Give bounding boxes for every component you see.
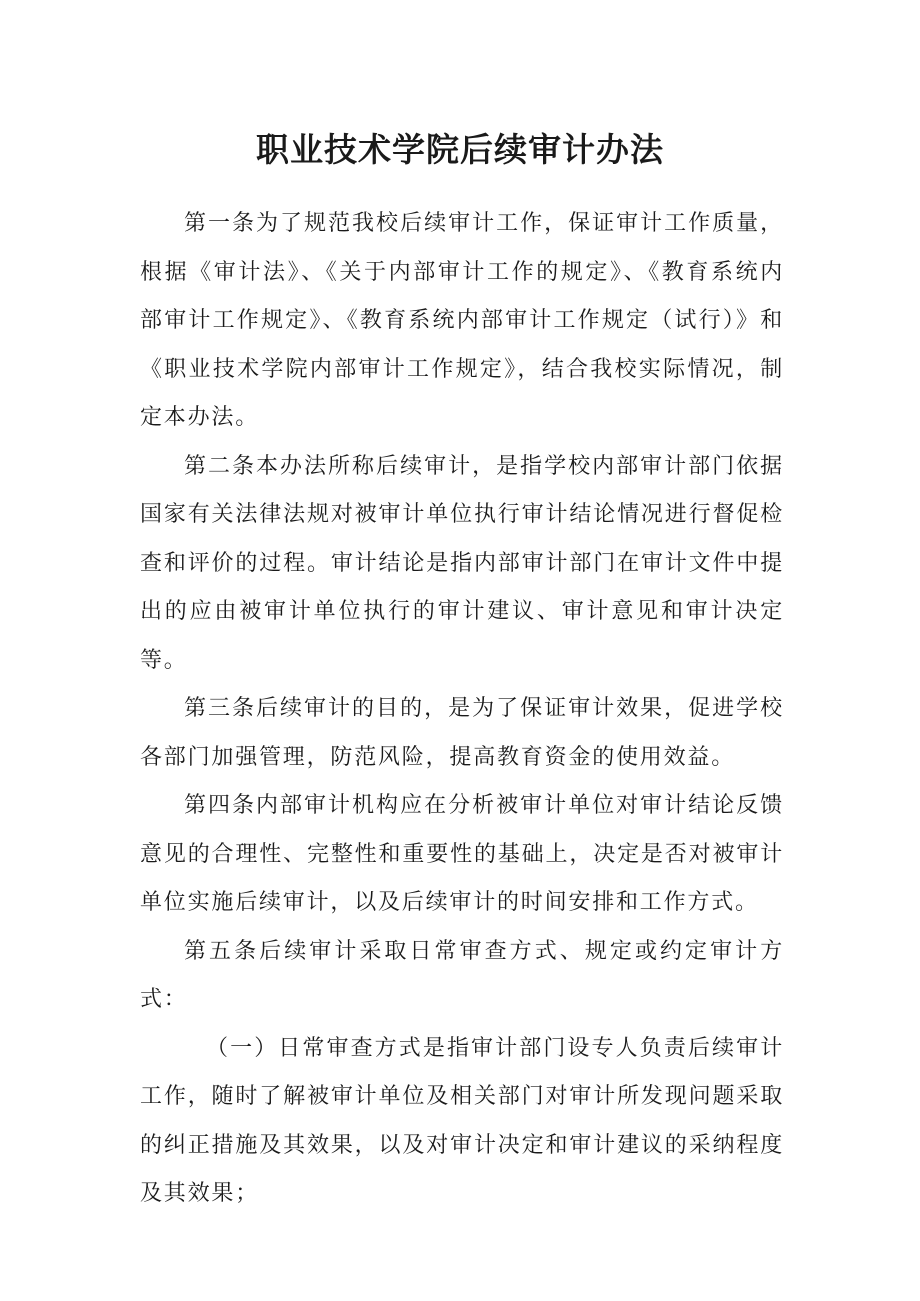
document-title: 职业技术学院后续审计办法 — [256, 130, 664, 169]
article-1-paragraph: 第一条为了规范我校后续审计工作，保证审计工作质量，根据《审计法》、《关于内部审计工作的规定》、《教育系统内部审计工作规定》、《教育系统内部审计工作规定（试行）》和《职业技术学院内部审计工作规定》，结合我校实际情况，制定本办法。 — [140, 211, 784, 430]
article-2-paragraph: 第二条本办法所称后续审计，是指学校内部审计部门依据国家有关法律法规对被审计单位执行审计结论情况进行督促检查和评价的过程。审计结论是指内部审计部门在审计文件中提出的应由被审计单位执行的审计建议、审计意见和审计决定等。 — [140, 453, 784, 673]
article-5-item-1-paragraph: （一）日常审查方式是指审计部门设专人负责后续审计工作，随时了解被审计单位及相关部门对审计所发现问题采取的纠正措施及其效果，以及对审计决定和审计建议的采纳程度及其效果； — [140, 1035, 784, 1206]
article-3-paragraph: 第三条后续审计的目的，是为了保证审计效果，促进学校各部门加强管理，防范风险，提高教育资金的使用效益。 — [140, 696, 784, 770]
document-body — [140, 200, 784, 1219]
article-4-paragraph: 第四条内部审计机构应在分析被审计单位对审计结论反馈意见的合理性、完整性和重要性的基础上，决定是否对被审计单位实施后续审计，以及后续审计的时间安排和工作方式。 — [140, 793, 784, 915]
article-5-paragraph: 第五条后续审计采取日常审查方式、规定或约定审计方式： — [140, 938, 784, 1012]
